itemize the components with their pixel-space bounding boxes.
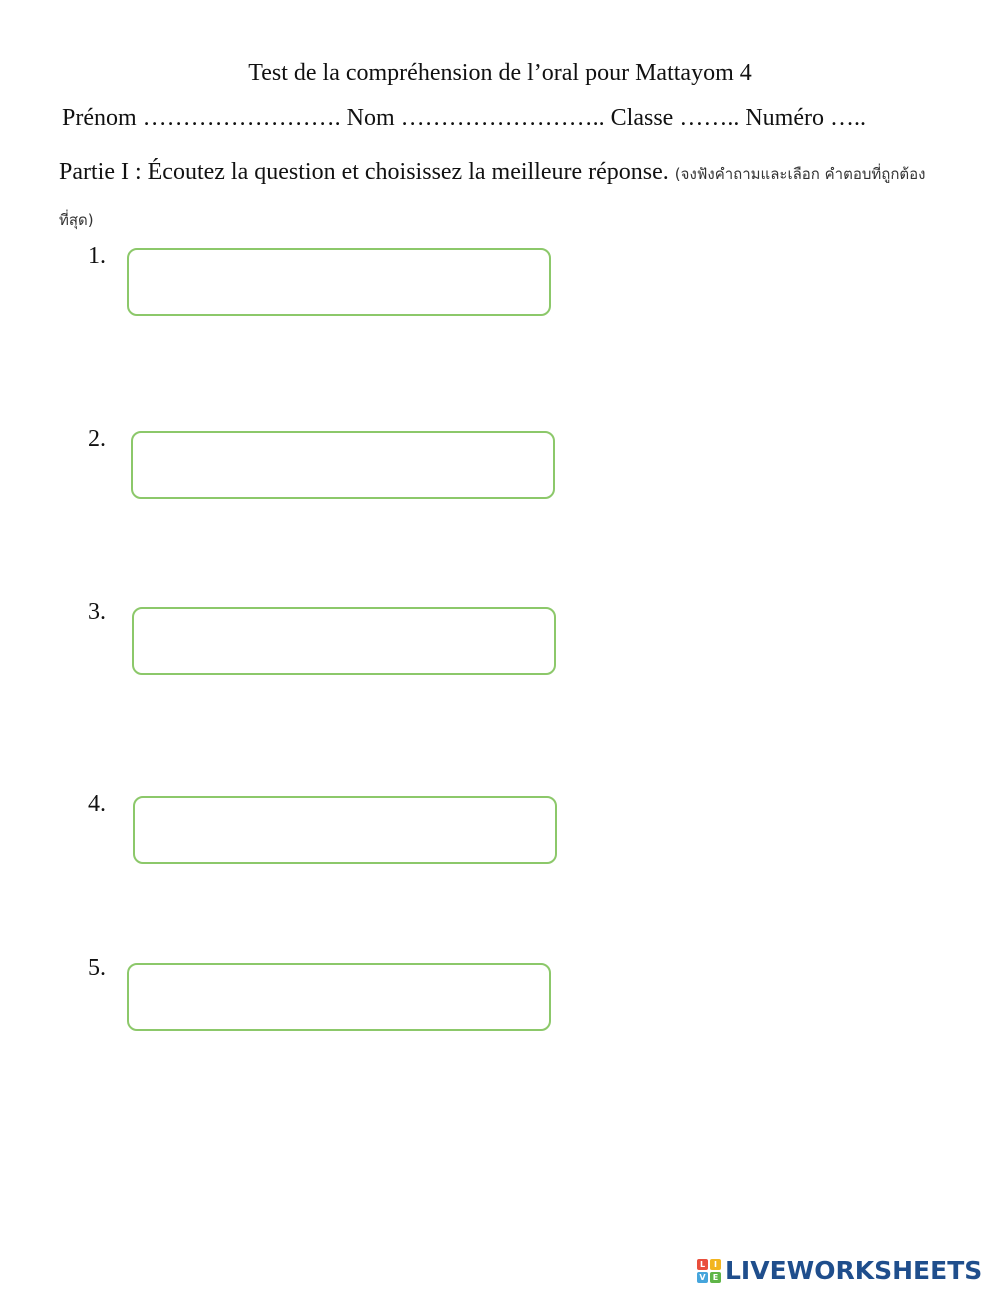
question-number: 4. xyxy=(88,791,106,817)
liveworksheets-logo xyxy=(697,1256,982,1285)
student-id-line: Prénom ……………………. Nom …………………….. Classe …….. Numéro ….. xyxy=(62,105,866,131)
live-logo-icon xyxy=(697,1259,721,1283)
answer-box-3[interactable] xyxy=(132,607,556,675)
answer-box-2[interactable] xyxy=(131,431,555,499)
logo-letter: E xyxy=(710,1272,721,1283)
logo-letter: L xyxy=(697,1259,708,1270)
answer-box-5[interactable] xyxy=(127,963,551,1031)
brand-name: LIVEWORKSHEETS xyxy=(725,1256,983,1285)
question-number: 2. xyxy=(88,426,106,452)
logo-letter: I xyxy=(710,1259,721,1270)
answer-box-1[interactable] xyxy=(127,248,551,316)
instruction-thai-text: (จงฟังคำถามและเลือก คำตอบที่ถูกต้องที่สุด) xyxy=(59,165,926,229)
instruction-text: Partie I : Écoutez la question et choisissez la meilleure réponse. xyxy=(59,159,669,185)
instructions xyxy=(59,150,959,242)
question-number: 5. xyxy=(88,955,106,981)
worksheet-title: Test de la compréhension de l’oral pour Mattayom 4 xyxy=(248,60,752,86)
answer-box-4[interactable] xyxy=(133,796,557,864)
question-number: 1. xyxy=(88,243,106,269)
logo-letter: V xyxy=(697,1272,708,1283)
question-number: 3. xyxy=(88,599,106,625)
